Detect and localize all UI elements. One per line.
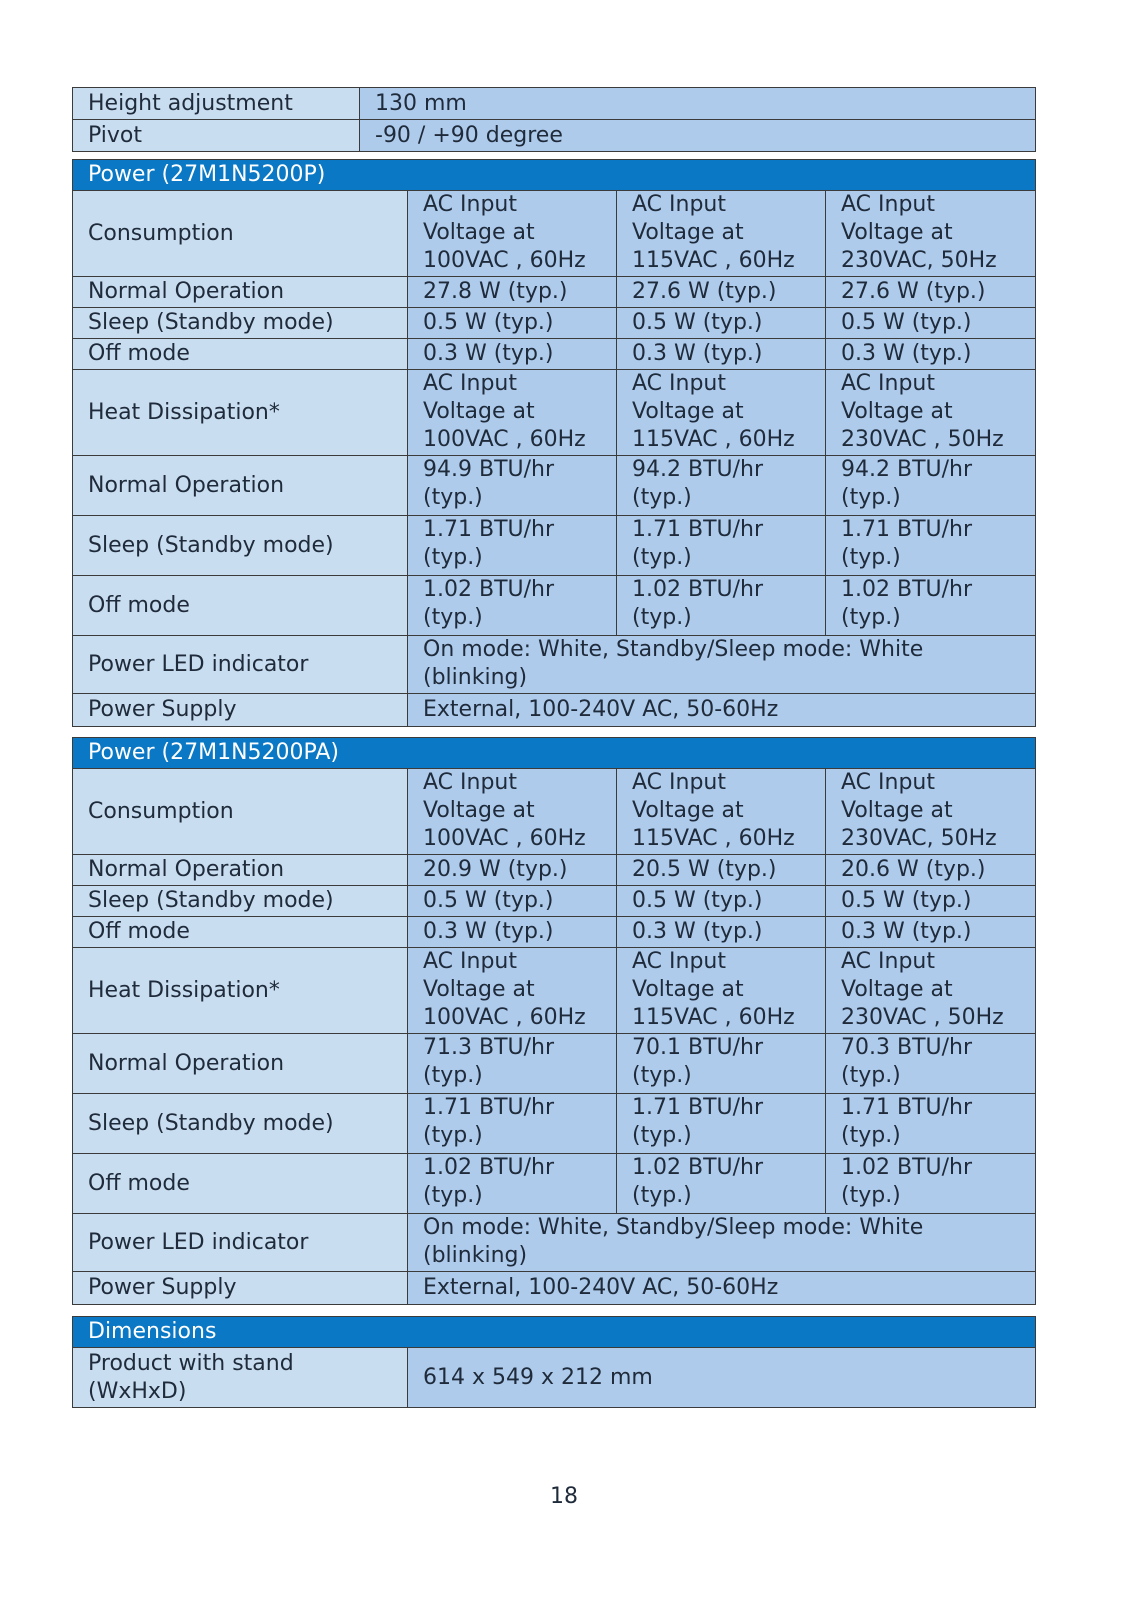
typ-text: (typ.) <box>423 605 483 630</box>
off-mode-label: Off mode <box>73 576 408 636</box>
typ-text: (typ.) <box>841 1063 901 1088</box>
page-number: 18 <box>550 1484 578 1509</box>
table-row <box>73 370 1036 456</box>
voltage-at-text: Voltage at <box>841 399 953 424</box>
heat-dissipation-label: Heat Dissipation* <box>73 370 408 456</box>
typ-text: (typ.) <box>423 1063 483 1088</box>
table-row <box>73 339 1036 370</box>
power-supply-label: Power Supply <box>73 1272 408 1305</box>
normal-operation-label: Normal Operation <box>73 456 408 516</box>
table-row <box>73 769 1036 855</box>
section-header <box>73 1317 1036 1348</box>
voltage-100-text: 100VAC , 60Hz <box>423 248 586 273</box>
btu-value: 94.9 BTU/hr <box>423 457 555 482</box>
table-row <box>73 516 1036 576</box>
off-btu-100 <box>408 576 617 636</box>
section-header <box>73 160 1036 191</box>
table-row <box>73 694 1036 727</box>
voltage-at-text: Voltage at <box>423 977 535 1002</box>
power-p-table <box>72 159 1036 727</box>
table-row <box>73 917 1036 948</box>
voltage-at-text: Voltage at <box>632 220 744 245</box>
btu-value: 1.02 BTU/hr <box>423 1155 555 1180</box>
btu-value: 1.02 BTU/hr <box>423 577 555 602</box>
off-w-115: 0.3 W (typ.) <box>617 339 826 370</box>
btu-value: 1.71 BTU/hr <box>423 517 555 542</box>
product-with-stand-value: 614 x 549 x 212 mm <box>408 1348 1036 1408</box>
ac-input-text: AC Input <box>632 949 726 974</box>
heat-voltage-100-cell <box>408 370 617 456</box>
typ-text: (typ.) <box>632 1063 692 1088</box>
voltage-230-text: 230VAC , 50Hz <box>841 427 1004 452</box>
typ-text: (typ.) <box>423 485 483 510</box>
voltage-at-text: Voltage at <box>841 798 953 823</box>
power-p-title: Power (27M1N5200P) <box>73 160 1036 191</box>
table-row <box>73 636 1036 694</box>
voltage-100-cell <box>408 191 617 277</box>
sleep-label: Sleep (Standby mode) <box>73 516 408 576</box>
voltage-115-text: 115VAC , 60Hz <box>632 826 795 851</box>
normal-btu-100 <box>408 456 617 516</box>
typ-text: (typ.) <box>632 545 692 570</box>
heat-voltage-100-cell <box>408 948 617 1034</box>
table-row <box>73 1034 1036 1094</box>
table-row <box>73 948 1036 1034</box>
sleep-btu-100 <box>408 1094 617 1154</box>
normal-btu-115 <box>617 1034 826 1094</box>
table-row <box>73 1348 1036 1408</box>
dimensions-table <box>72 1316 1036 1408</box>
table-row <box>73 1094 1036 1154</box>
off-mode-label: Off mode <box>73 339 408 370</box>
voltage-at-text: Voltage at <box>423 220 535 245</box>
height-adjustment-label: Height adjustment <box>73 88 360 120</box>
normal-w-115: 20.5 W (typ.) <box>617 855 826 886</box>
table-row <box>73 88 1036 120</box>
height-adjustment-value: 130 mm <box>360 88 1036 120</box>
ac-input-text: AC Input <box>632 371 726 396</box>
off-mode-label: Off mode <box>73 1154 408 1214</box>
table-row <box>73 855 1036 886</box>
btu-value: 70.3 BTU/hr <box>841 1035 973 1060</box>
sleep-w-100: 0.5 W (typ.) <box>408 886 617 917</box>
power-pa-title: Power (27M1N5200PA) <box>73 738 1036 769</box>
sleep-btu-115 <box>617 516 826 576</box>
typ-text: (typ.) <box>423 1123 483 1148</box>
ac-input-text: AC Input <box>841 371 935 396</box>
voltage-100-text: 100VAC , 60Hz <box>423 1005 586 1030</box>
table-row <box>73 1272 1036 1305</box>
sleep-w-100: 0.5 W (typ.) <box>408 308 617 339</box>
voltage-at-text: Voltage at <box>632 798 744 823</box>
typ-text: (typ.) <box>841 485 901 510</box>
table-row <box>73 1214 1036 1272</box>
heat-voltage-115-cell <box>617 370 826 456</box>
typ-text: (typ.) <box>632 1123 692 1148</box>
heat-voltage-230-cell <box>826 370 1036 456</box>
power-led-value <box>408 636 1036 694</box>
btu-value: 94.2 BTU/hr <box>841 457 973 482</box>
typ-text: (typ.) <box>632 605 692 630</box>
off-w-230: 0.3 W (typ.) <box>826 917 1036 948</box>
sleep-label: Sleep (Standby mode) <box>73 308 408 339</box>
table-row <box>73 120 1036 152</box>
voltage-at-text: Voltage at <box>423 399 535 424</box>
sleep-btu-230 <box>826 1094 1036 1154</box>
off-w-100: 0.3 W (typ.) <box>408 917 617 948</box>
section-header <box>73 738 1036 769</box>
btu-value: 1.02 BTU/hr <box>841 1155 973 1180</box>
pivot-value: -90 / +90 degree <box>360 120 1036 152</box>
power-supply-value: External, 100-240V AC, 50-60Hz <box>408 1272 1036 1305</box>
voltage-230-text: 230VAC , 50Hz <box>841 1005 1004 1030</box>
sleep-w-230: 0.5 W (typ.) <box>826 886 1036 917</box>
normal-btu-230 <box>826 1034 1036 1094</box>
off-btu-115 <box>617 1154 826 1214</box>
voltage-at-text: Voltage at <box>632 399 744 424</box>
typ-text: (typ.) <box>841 1123 901 1148</box>
off-btu-115 <box>617 576 826 636</box>
btu-value: 1.02 BTU/hr <box>632 577 764 602</box>
off-btu-100 <box>408 1154 617 1214</box>
btu-value: 1.02 BTU/hr <box>841 577 973 602</box>
voltage-115-cell <box>617 769 826 855</box>
voltage-115-cell <box>617 191 826 277</box>
btu-value: 1.02 BTU/hr <box>632 1155 764 1180</box>
mechanical-table <box>72 87 1036 152</box>
voltage-230-cell <box>826 769 1036 855</box>
ac-input-text: AC Input <box>423 949 517 974</box>
consumption-label: Consumption <box>73 769 408 855</box>
normal-w-230: 20.6 W (typ.) <box>826 855 1036 886</box>
power-pa-table <box>72 737 1036 1305</box>
ac-input-text: AC Input <box>423 371 517 396</box>
table-row <box>73 456 1036 516</box>
ac-input-text: AC Input <box>423 770 517 795</box>
typ-text: (typ.) <box>423 1183 483 1208</box>
product-label-line: Product with stand <box>88 1350 294 1376</box>
sleep-btu-230 <box>826 516 1036 576</box>
voltage-at-text: Voltage at <box>632 977 744 1002</box>
off-btu-230 <box>826 576 1036 636</box>
dimensions-title: Dimensions <box>73 1317 1036 1348</box>
sleep-label: Sleep (Standby mode) <box>73 1094 408 1154</box>
normal-w-100: 20.9 W (typ.) <box>408 855 617 886</box>
btu-value: 70.1 BTU/hr <box>632 1035 764 1060</box>
voltage-115-text: 115VAC , 60Hz <box>632 1005 795 1030</box>
off-w-115: 0.3 W (typ.) <box>617 917 826 948</box>
voltage-100-text: 100VAC , 60Hz <box>423 826 586 851</box>
table-row <box>73 191 1036 277</box>
normal-operation-label: Normal Operation <box>73 1034 408 1094</box>
voltage-230-cell <box>826 191 1036 277</box>
voltage-230-text: 230VAC, 50Hz <box>841 826 997 851</box>
power-led-label: Power LED indicator <box>73 1214 408 1272</box>
table-row <box>73 886 1036 917</box>
led-text: (blinking) <box>423 1243 528 1268</box>
product-with-stand-label <box>73 1348 408 1408</box>
voltage-230-text: 230VAC, 50Hz <box>841 248 997 273</box>
table-row <box>73 576 1036 636</box>
normal-btu-115 <box>617 456 826 516</box>
off-mode-label: Off mode <box>73 917 408 948</box>
voltage-100-cell <box>408 769 617 855</box>
sleep-w-115: 0.5 W (typ.) <box>617 886 826 917</box>
normal-w-115: 27.6 W (typ.) <box>617 277 826 308</box>
normal-btu-230 <box>826 456 1036 516</box>
normal-w-100: 27.8 W (typ.) <box>408 277 617 308</box>
btu-value: 1.71 BTU/hr <box>841 517 973 542</box>
led-text: On mode: White, Standby/Sleep mode: White <box>423 1215 924 1240</box>
voltage-at-text: Voltage at <box>841 977 953 1002</box>
table-row <box>73 1154 1036 1214</box>
voltage-at-text: Voltage at <box>841 220 953 245</box>
power-supply-value: External, 100-240V AC, 50-60Hz <box>408 694 1036 727</box>
sleep-w-230: 0.5 W (typ.) <box>826 308 1036 339</box>
typ-text: (typ.) <box>632 1183 692 1208</box>
consumption-label: Consumption <box>73 191 408 277</box>
ac-input-text: AC Input <box>632 192 726 217</box>
off-w-100: 0.3 W (typ.) <box>408 339 617 370</box>
pivot-label: Pivot <box>73 120 360 152</box>
normal-operation-label: Normal Operation <box>73 855 408 886</box>
heat-dissipation-label: Heat Dissipation* <box>73 948 408 1034</box>
voltage-at-text: Voltage at <box>423 798 535 823</box>
btu-value: 71.3 BTU/hr <box>423 1035 555 1060</box>
ac-input-text: AC Input <box>632 770 726 795</box>
btu-value: 1.71 BTU/hr <box>423 1095 555 1120</box>
off-w-230: 0.3 W (typ.) <box>826 339 1036 370</box>
typ-text: (typ.) <box>841 1183 901 1208</box>
typ-text: (typ.) <box>423 545 483 570</box>
table-row <box>73 308 1036 339</box>
power-supply-label: Power Supply <box>73 694 408 727</box>
ac-input-text: AC Input <box>841 192 935 217</box>
sleep-btu-100 <box>408 516 617 576</box>
heat-voltage-230-cell <box>826 948 1036 1034</box>
power-led-label: Power LED indicator <box>73 636 408 694</box>
voltage-100-text: 100VAC , 60Hz <box>423 427 586 452</box>
ac-input-text: AC Input <box>423 192 517 217</box>
power-led-value <box>408 1214 1036 1272</box>
typ-text: (typ.) <box>632 485 692 510</box>
btu-value: 1.71 BTU/hr <box>841 1095 973 1120</box>
table-row <box>73 277 1036 308</box>
btu-value: 1.71 BTU/hr <box>632 517 764 542</box>
sleep-label: Sleep (Standby mode) <box>73 886 408 917</box>
ac-input-text: AC Input <box>841 770 935 795</box>
product-label-line: (WxHxD) <box>88 1378 187 1404</box>
normal-w-230: 27.6 W (typ.) <box>826 277 1036 308</box>
ac-input-text: AC Input <box>841 949 935 974</box>
sleep-w-115: 0.5 W (typ.) <box>617 308 826 339</box>
btu-value: 1.71 BTU/hr <box>632 1095 764 1120</box>
off-btu-230 <box>826 1154 1036 1214</box>
typ-text: (typ.) <box>841 545 901 570</box>
voltage-115-text: 115VAC , 60Hz <box>632 427 795 452</box>
typ-text: (typ.) <box>841 605 901 630</box>
btu-value: 94.2 BTU/hr <box>632 457 764 482</box>
led-text: (blinking) <box>423 665 528 690</box>
heat-voltage-115-cell <box>617 948 826 1034</box>
normal-btu-100 <box>408 1034 617 1094</box>
voltage-115-text: 115VAC , 60Hz <box>632 248 795 273</box>
sleep-btu-115 <box>617 1094 826 1154</box>
normal-operation-label: Normal Operation <box>73 277 408 308</box>
led-text: On mode: White, Standby/Sleep mode: White <box>423 637 924 662</box>
